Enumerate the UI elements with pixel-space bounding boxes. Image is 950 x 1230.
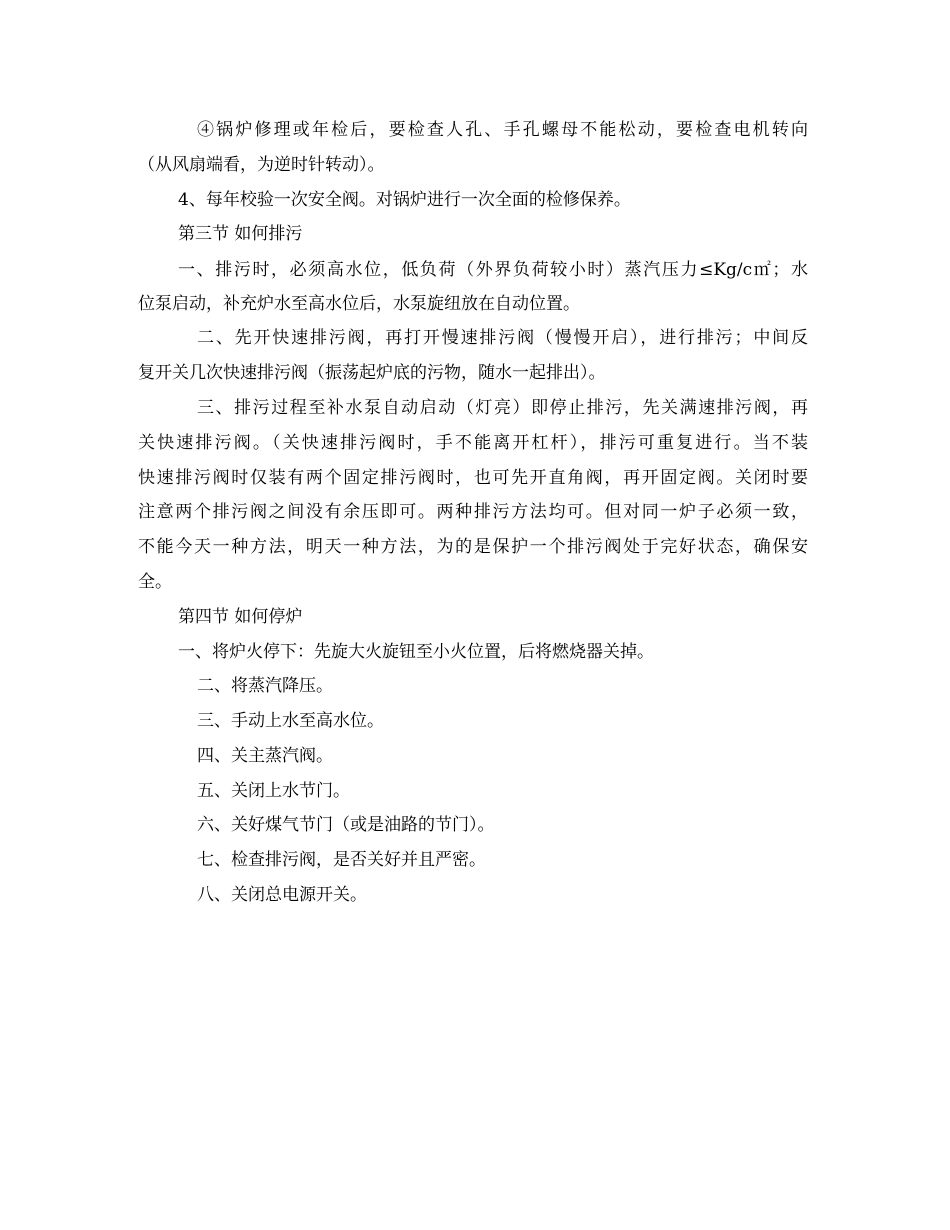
paragraph-line: 快速排污阀时仅装有两个固定排污阀时，也可先开直角阀，再开固定阀。关闭时要 xyxy=(138,468,808,488)
list-item: 三、手动上水至高水位。 xyxy=(197,711,384,731)
list-item: 六、关好煤气节门（或是油路的节门）。 xyxy=(197,815,495,835)
paragraph-line: 复开关几次快速排污阀（振荡起炉底的污物，随水一起排出）。 xyxy=(138,363,606,383)
paragraph-line: 4、每年校验一次安全阀。对锅炉进行一次全面的检修保养。 xyxy=(178,190,631,210)
list-item: 五、关闭上水节门。 xyxy=(197,781,350,801)
list-item: 二、将蒸汽降压。 xyxy=(197,676,333,696)
paragraph-line: 位泵启动，补充炉水至高水位后，水泵旋纽放在自动位置。 xyxy=(138,294,580,314)
section-heading: 第三节 如何排污 xyxy=(178,224,303,244)
paragraph-line: 一、排污时，必须高水位，低负荷（外界负荷较小时）蒸汽压力≤Kg/c㎡；水 xyxy=(178,260,808,280)
list-item: 一、将炉火停下：先旋大火旋钮至小火位置，后将燃烧器关掉。 xyxy=(178,642,654,662)
paragraph-line: （从风扇端看，为逆时针转动）。 xyxy=(138,155,385,175)
list-item: 四、关主蒸汽阀。 xyxy=(197,746,333,766)
section-heading: 第四节 如何停炉 xyxy=(178,607,303,627)
list-item: 七、检查排污阀，是否关好并且严密。 xyxy=(197,850,486,870)
paragraph-line: 全。 xyxy=(138,572,172,592)
paragraph-line: ④锅炉修理或年检后，要检查人孔、手孔螺母不能松动，要检查电机转向 xyxy=(197,120,808,140)
list-item: 八、关闭总电源开关。 xyxy=(197,885,367,905)
paragraph-line: 三、排污过程至补水泵自动启动（灯亮）即停止排污，先关满速排污阀，再 xyxy=(197,398,808,418)
paragraph-line: 不能今天一种方法，明天一种方法，为的是保护一个排污阀处于完好状态，确保安 xyxy=(138,537,808,557)
paragraph-line: 关快速排污阀。（关快速排污阀时，手不能离开杠杆），排污可重复进行。当不装 xyxy=(138,433,808,453)
paragraph-line: 注意两个排污阀之间没有余压即可。两种排污方法均可。但对同一炉子必须一致， xyxy=(138,502,808,522)
paragraph-line: 二、先开快速排污阀，再打开慢速排污阀（慢慢开启），进行排污；中间反 xyxy=(197,328,808,348)
